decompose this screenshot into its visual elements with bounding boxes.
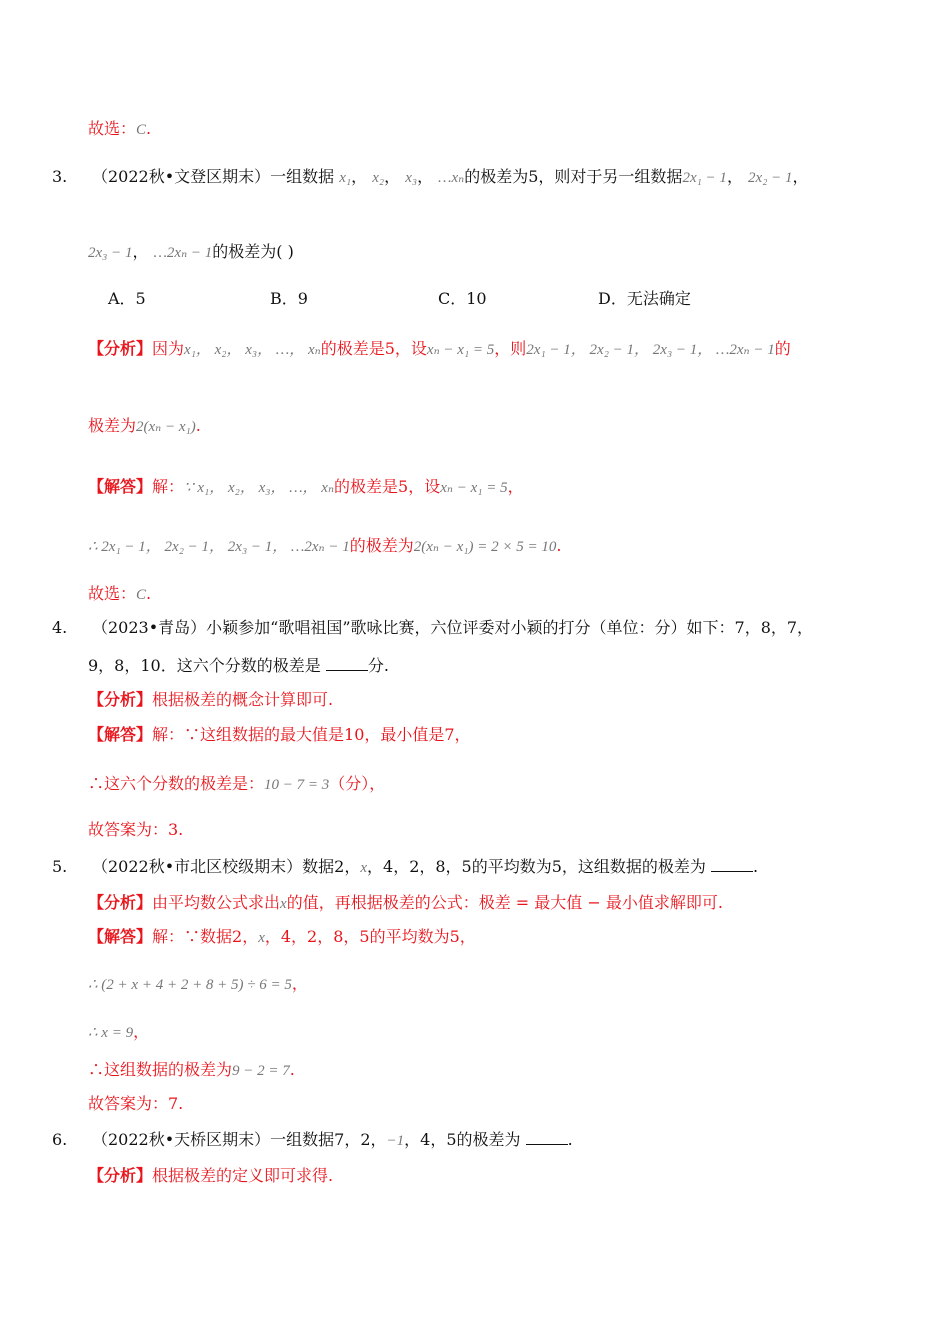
therefore-end: . [556,536,562,555]
q3-answer [88,582,151,607]
solution-text: 解：∵数据2， [152,927,259,946]
q6-stem [52,1128,573,1153]
q3-tail: 的极差为( ) [212,242,294,261]
option-b [270,287,308,311]
therefore-text: ∴这六个分数的极差是： [88,774,265,793]
therefore-exprs: ∴ 2x₁ − 1， 2x₂ − 1， 2x₃ − 1， …2xₙ − 1 [88,539,350,555]
q3-source: （2022秋•文登区期末）一组数据 [92,167,335,186]
analysis-tag: 【分析】 [88,339,153,358]
var-x: x [258,930,265,946]
option-a [108,287,146,311]
therefore-eq: 2(xₙ − x₁) = 2 × 5 = 10 [413,539,557,555]
q4-therefore [88,772,385,797]
analysis-tag: 【分析】 [88,690,153,709]
step-eq: ∴ x = 9 [88,1025,134,1041]
therefore-end: （分）， [329,774,386,793]
answer-blank[interactable] [526,1128,568,1145]
analysis-text: 因为 [152,339,185,358]
solution-tag: 【解答】 [88,477,153,496]
var-x1: x₁ [339,170,352,186]
var-xn: …xₙ [438,170,465,186]
q3-solution [88,475,524,500]
expr-n: …2xₙ − 1 [153,245,213,261]
q4-analysis [88,688,333,712]
q5-answer [88,1092,183,1116]
q3-analysis [88,337,791,362]
q5-step1 [88,972,308,997]
expr-2: 2x₂ − 1 [748,170,793,186]
step-end: ， [291,974,308,993]
step-end: . [289,1060,295,1079]
question-number: 5. [52,857,68,876]
var-x: x [360,860,368,876]
solution-text: ，4，2，8，5的平均数为5， [264,927,476,946]
therefore-eq: 10 − 7 = 3 [264,777,330,793]
q6-analysis [88,1164,333,1188]
q4-stem-line2 [88,654,389,678]
q5-solution [88,925,476,950]
answer-blank[interactable] [711,855,753,872]
neg-one: −1 [386,1133,405,1149]
solution-eq: xₙ − x₁ = 5 [440,480,508,496]
expr-1: 2x₁ − 1 [682,170,727,186]
var-x: x [280,896,287,912]
q6-text: ，4，5的极差为 [404,1130,521,1149]
q6-text: （2022秋•天桥区期末）一组数据7，2， [92,1130,387,1149]
solution-text: 的极差是5，设 [334,477,441,496]
analysis-text: 根据极差的概念计算即可. [152,690,334,709]
analysis-vars: x₁， x₂， x₃， …， xₙ [184,342,321,358]
analysis-text: 的极差是5，设 [320,339,427,358]
answer-blank[interactable] [326,654,368,671]
q3-stem-line1: 3. （2022秋•文登区期末）一组数据 x₁， x₂， x₃， …xₙ的极差为5，则对于另一组数据2x₁ − 1， 2x₂ − 1， [52,165,809,190]
answer-prefix: 故选： [88,119,137,138]
question-number: 4. [52,618,68,637]
q3-therefore [88,534,561,559]
answer-value: C [136,587,147,603]
solution-text: 解：∵这组数据的最大值是10，最小值是7， [152,725,471,744]
q5-analysis [88,891,723,916]
q5-step2 [88,1020,149,1045]
step-end: ， [133,1022,150,1041]
q4-text: 分. [367,656,389,675]
var-x2: x₂ [372,170,385,186]
answer-end: . [146,584,152,603]
q5-text: ，4，2，8，5的平均数为5，这组数据的极差为 [367,857,706,876]
step-eq: 9 − 2 = 7 [232,1063,290,1079]
analysis-text: 由平均数公式求出 [152,893,281,912]
analysis-text: 的 [774,339,791,358]
analysis-text: 极差为 [88,416,137,435]
solution-tag: 【解答】 [88,927,153,946]
solution-text: ， [507,477,524,496]
answer-value: C [136,122,147,138]
q4-text: （2023•青岛）小颖参加“歌唱祖国”歌咏比赛，六位评委对小颖的打分（单位：分）如下：7，8，7， [92,618,814,637]
analysis-eq: xₙ − x₁ = 5 [426,342,495,358]
analysis-text: 根据极差的定义即可求得. [152,1166,334,1185]
analysis-end: . [195,416,201,435]
option-c-label: C．10 [438,289,487,308]
expr-3: 2x₃ − 1 [88,245,133,261]
question-number: 6. [52,1130,68,1149]
analysis-text: ，则 [494,339,527,358]
analysis-exprs: 2x₁ − 1， 2x₂ − 1， 2x₃ − 1， …2xₙ − 1 [526,342,775,358]
option-b-label: B．9 [270,289,308,308]
q5-text: （2022秋•市北区校级期末）数据2， [92,857,361,876]
analysis-tag: 【分析】 [88,893,153,912]
analysis-expr: 2(xₙ − x₁) [136,419,196,435]
option-a-label: A．5 [108,289,146,308]
q5-step3 [88,1058,295,1083]
option-d [598,287,691,311]
step-eq: ∴ (2 + x + 4 + 2 + 8 + 5) ÷ 6 = 5 [88,977,292,993]
solution-tag: 【解答】 [88,725,153,744]
answer-end: . [146,119,152,138]
answer-text: 故答案为：3. [88,820,184,839]
analysis-tag: 【分析】 [88,1166,153,1185]
q3-analysis-line2 [88,414,201,439]
option-d-label: D．无法确定 [598,289,691,308]
question-number: 3. [52,167,68,186]
q6-text: . [567,1130,573,1149]
therefore-text: 的极差为 [349,536,414,555]
answer-text: 故答案为：7. [88,1094,184,1113]
analysis-text: 的值，再根据极差的公式：极差 = 最大值 − 最小值求解即可. [286,893,723,912]
q3-stem-line2: 2x₃ − 1， …2xₙ − 1的极差为( ) [88,242,294,261]
answer-prefix: 故选： [88,584,137,603]
q4-text: 9，8，10．这六个分数的极差是 [88,656,321,675]
var-x3: x₃ [405,170,418,186]
q4-solution [88,723,471,747]
q4-answer [88,818,183,842]
previous-answer [88,117,151,142]
q3-mid-text: 的极差为5，则对于另一组数据 [464,167,683,186]
q5-text: . [753,857,759,876]
option-c [438,287,487,311]
solution-vars: ∵ x₁， x₂， x₃， …， xₙ [184,480,335,496]
solution-text: 解： [152,477,185,496]
q5-stem [52,855,758,880]
q4-stem-line1 [52,616,813,640]
step-text: ∴这组数据的极差为 [88,1060,233,1079]
